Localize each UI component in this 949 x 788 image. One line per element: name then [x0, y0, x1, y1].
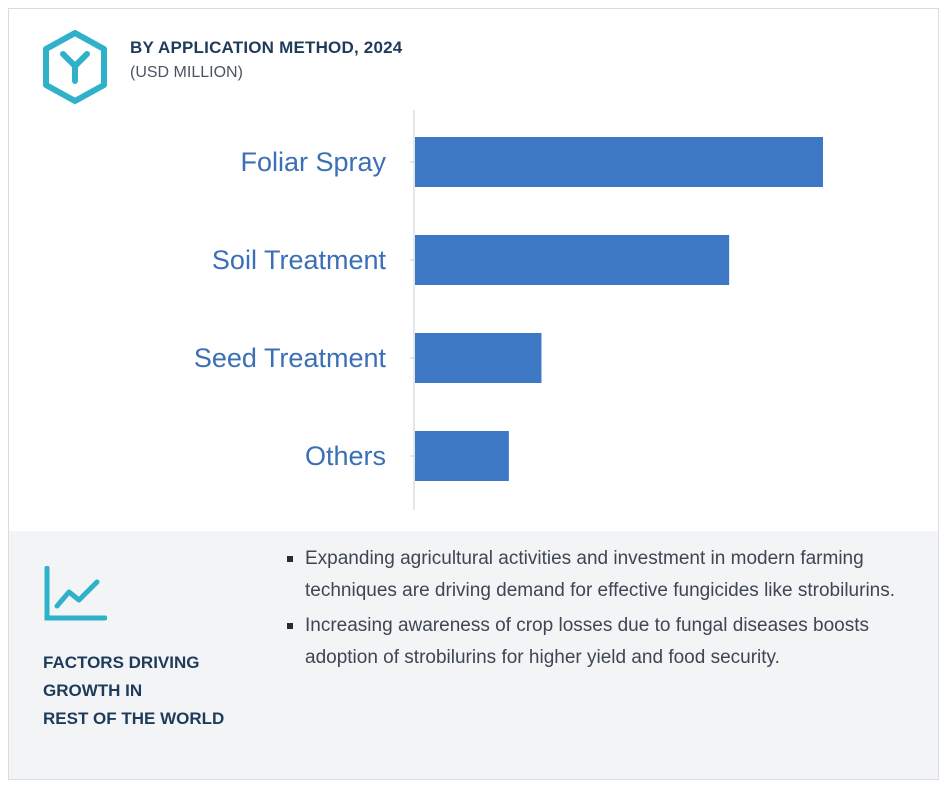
bar-seed-treatment	[415, 333, 541, 383]
bar-soil-treatment	[415, 235, 729, 285]
bar-chart	[0, 100, 949, 520]
bullet-icon	[287, 623, 293, 629]
chart-title: BY APPLICATION METHOD, 2024	[130, 38, 403, 57]
bullet-icon	[287, 556, 293, 562]
category-label: Soil Treatment	[211, 245, 386, 275]
category-label: Others	[304, 441, 386, 471]
bar-foliar-spray	[415, 137, 823, 187]
factors-panel	[9, 531, 938, 779]
category-label: Seed Treatment	[193, 343, 386, 373]
trend-line-chart-icon	[43, 566, 107, 622]
list-item	[287, 610, 907, 674]
factors-list	[287, 543, 907, 677]
factors-heading: FACTORS DRIVING GROWTH IN REST OF THE WORLD	[43, 653, 225, 728]
chart-unit: (USD MILLION)	[130, 64, 243, 81]
hexagon-y-logo-icon	[42, 30, 108, 104]
list-item	[287, 543, 907, 607]
bar-others	[415, 431, 509, 481]
bullet-text: Increasing awareness of crop losses due to fungal diseases boosts adoption of strobilurins for higher yield and food security.	[305, 615, 869, 668]
category-label: Foliar Spray	[240, 147, 386, 177]
bullet-text: Expanding agricultural activities and investment in modern farming techniques are driving demand for effective fungicides like strobilurins.	[305, 548, 896, 601]
